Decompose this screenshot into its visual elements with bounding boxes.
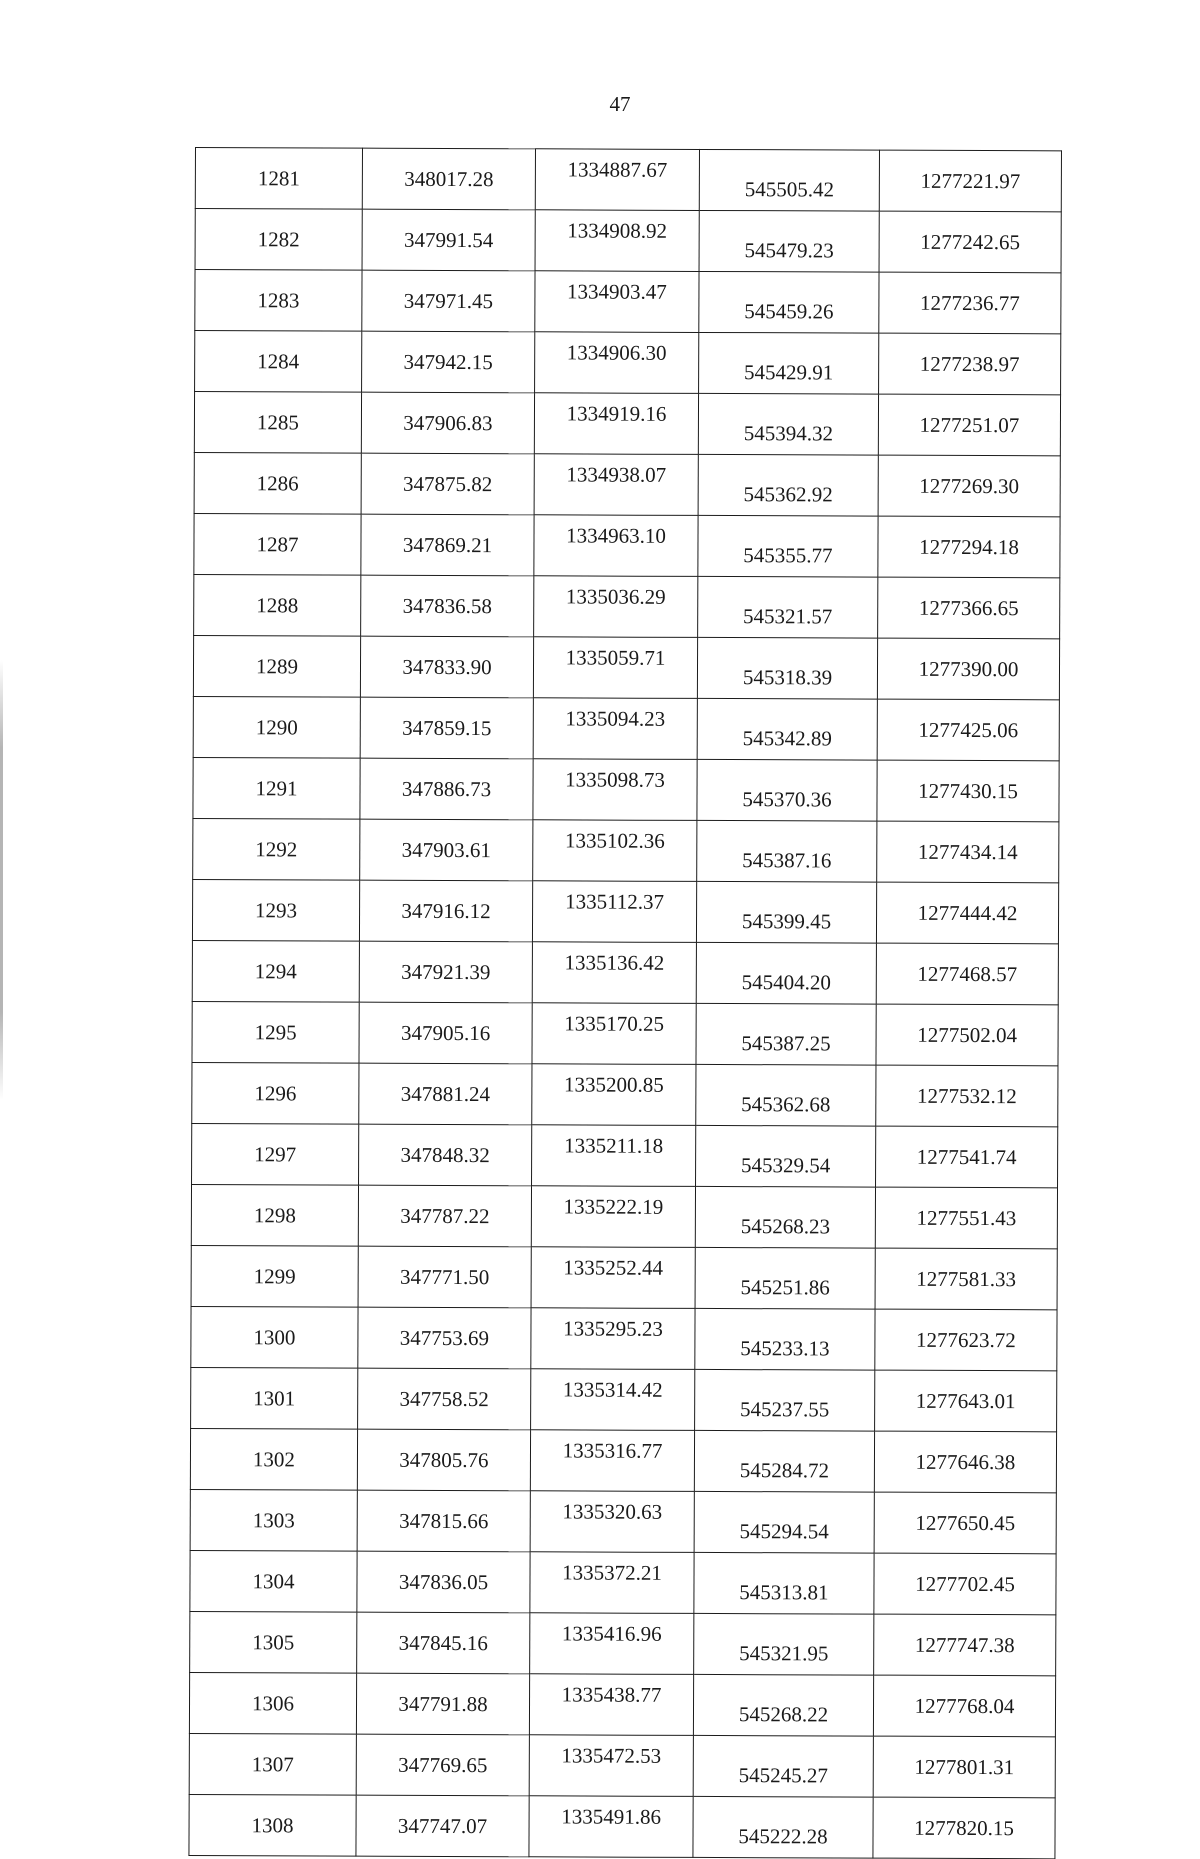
table-cell: 1284: [195, 331, 362, 393]
table-cell: 1281: [195, 148, 362, 210]
table-cell: 1287: [194, 513, 361, 575]
table-row: [192, 1001, 1058, 1065]
page-number: 47: [609, 92, 631, 116]
table-cell: 347836.58: [361, 575, 534, 637]
table-cell: 1335320.63: [530, 1491, 694, 1553]
table-cell: 347971.45: [362, 270, 535, 332]
table-row: [191, 1184, 1057, 1248]
table-cell: 1291: [193, 757, 360, 819]
table-cell: 1335222.19: [531, 1186, 695, 1248]
table-cell: 1296: [192, 1062, 359, 1124]
table-row: [189, 1672, 1055, 1736]
table-cell: 347942.15: [362, 331, 535, 393]
table-cell: 1335472.53: [529, 1735, 693, 1797]
coordinate-table-body: [189, 148, 1062, 1859]
table-row: [193, 818, 1059, 882]
table-row: [195, 148, 1061, 212]
table-row: [190, 1489, 1056, 1553]
table-cell: 347791.88: [356, 1673, 529, 1735]
table-row: [195, 331, 1061, 395]
table-cell: 1277236.77: [879, 272, 1061, 334]
table-cell: 545329.54: [696, 1125, 876, 1187]
table-cell: 1304: [190, 1550, 357, 1612]
table-row: [194, 574, 1060, 638]
table-cell: 1334906.30: [535, 332, 699, 394]
table-cell: 1277366.65: [878, 577, 1060, 639]
table-cell: 545370.36: [697, 759, 877, 821]
table-cell: 1277434.14: [877, 821, 1059, 883]
table-cell: 1335416.96: [530, 1613, 694, 1675]
table-cell: 545321.95: [694, 1613, 874, 1675]
table-cell: 1335102.36: [533, 820, 697, 882]
table-row: [193, 696, 1059, 760]
table-row: [195, 270, 1061, 334]
table-cell: 1334938.07: [534, 454, 698, 516]
table-row: [192, 879, 1058, 943]
table-cell: 1292: [193, 818, 360, 880]
table-cell: 545355.77: [698, 515, 878, 577]
table-row: [195, 209, 1061, 273]
table-cell: 1277623.72: [875, 1309, 1057, 1371]
table-cell: 1277551.43: [875, 1187, 1057, 1249]
table-cell: 1334919.16: [534, 393, 698, 455]
table-cell: 1290: [193, 696, 360, 758]
table-cell: 545404.20: [696, 942, 876, 1004]
table-row: [192, 1062, 1058, 1126]
table-cell: 1335316.77: [530, 1430, 694, 1492]
table-cell: 1334903.47: [535, 271, 699, 333]
table-cell: 347921.39: [359, 941, 532, 1003]
table-cell: 347758.52: [358, 1368, 531, 1430]
table-cell: 347886.73: [360, 758, 533, 820]
table-cell: 545342.89: [697, 698, 877, 760]
table-cell: 1293: [192, 879, 359, 941]
table-cell: 1335438.77: [529, 1674, 693, 1736]
table-cell: 545268.23: [695, 1186, 875, 1248]
table-row: [189, 1733, 1055, 1797]
coordinate-table: [188, 147, 1062, 1859]
table-cell: 1335098.73: [533, 759, 697, 821]
table-cell: 1307: [189, 1733, 356, 1795]
table-row: [194, 452, 1060, 516]
table-cell: 1277768.04: [873, 1675, 1055, 1737]
table-row: [189, 1794, 1055, 1858]
table-cell: 545459.26: [699, 271, 879, 333]
table-cell: 1335211.18: [532, 1125, 696, 1187]
table-cell: 1297: [192, 1123, 359, 1185]
table-cell: 347771.50: [358, 1246, 531, 1308]
table-cell: 545318.39: [697, 637, 877, 699]
table-cell: 347906.83: [361, 392, 534, 454]
table-cell: 545394.32: [698, 393, 878, 455]
table-cell: 1335036.29: [534, 576, 698, 638]
table-row: [191, 1245, 1057, 1309]
table-cell: 1335170.25: [532, 1003, 696, 1065]
table-cell: 1334963.10: [534, 515, 698, 577]
table-cell: 1335252.44: [531, 1247, 695, 1309]
table-cell: 545505.42: [699, 149, 879, 211]
table-row: [191, 1306, 1057, 1370]
table-cell: 1277269.30: [878, 455, 1060, 517]
table-cell: 1335059.71: [533, 637, 697, 699]
table-cell: 1334887.67: [535, 149, 699, 211]
table-cell: 1295: [192, 1001, 359, 1063]
scan-edge-mark: [0, 660, 3, 1100]
table-cell: 347859.15: [360, 697, 533, 759]
table-cell: 545233.13: [695, 1308, 875, 1370]
table-cell: 1282: [195, 209, 362, 271]
table-cell: 1277468.57: [876, 943, 1058, 1005]
table-cell: 545268.22: [693, 1674, 873, 1736]
table-cell: 1277294.18: [878, 516, 1060, 578]
table-cell: 545245.27: [693, 1735, 873, 1797]
table-cell: 1277251.07: [878, 394, 1060, 456]
table-cell: 347833.90: [360, 636, 533, 698]
table-cell: 1305: [190, 1611, 357, 1673]
table-cell: 1335491.86: [529, 1796, 693, 1858]
table-cell: 348017.28: [362, 148, 535, 210]
table-row: [190, 1428, 1056, 1492]
table-cell: 1335295.23: [531, 1308, 695, 1370]
table-row: [193, 635, 1059, 699]
table-cell: 1299: [191, 1245, 358, 1307]
table-cell: 347905.16: [359, 1002, 532, 1064]
table-cell: 1277430.15: [877, 760, 1059, 822]
table-row: [190, 1611, 1056, 1675]
table-cell: 1277390.00: [877, 638, 1059, 700]
table-row: [190, 1550, 1056, 1614]
table-cell: 1300: [191, 1306, 358, 1368]
table-cell: 545362.92: [698, 454, 878, 516]
table-cell: 347753.69: [358, 1307, 531, 1369]
table-cell: 347787.22: [358, 1185, 531, 1247]
table-cell: 1277221.97: [879, 150, 1061, 212]
table-cell: 545429.91: [699, 332, 879, 394]
table-cell: 1335136.42: [532, 942, 696, 1004]
table-cell: 1301: [191, 1367, 358, 1429]
table-cell: 1286: [194, 452, 361, 514]
table-cell: 545387.16: [697, 820, 877, 882]
table-cell: 1277643.01: [875, 1370, 1057, 1432]
table-cell: 545222.28: [693, 1796, 873, 1858]
table-cell: 1277541.74: [876, 1126, 1058, 1188]
table-cell: 1303: [190, 1489, 357, 1551]
table-cell: 1277444.42: [876, 882, 1058, 944]
table-cell: 347903.61: [360, 819, 533, 881]
table-row: [192, 940, 1058, 1004]
table-cell: 347848.32: [359, 1124, 532, 1186]
table-cell: 1277747.38: [874, 1614, 1056, 1676]
table-cell: 545251.86: [695, 1247, 875, 1309]
table-cell: 347769.65: [356, 1734, 529, 1796]
table-cell: 1277646.38: [874, 1431, 1056, 1493]
table-cell: 1298: [191, 1184, 358, 1246]
table-cell: 1335094.23: [533, 698, 697, 760]
table-cell: 347845.16: [357, 1612, 530, 1674]
table-cell: 545294.54: [694, 1491, 874, 1553]
table-cell: 1288: [194, 574, 361, 636]
table-cell: 347869.21: [361, 514, 534, 576]
table-cell: 1277238.97: [879, 333, 1061, 395]
table-cell: 1302: [190, 1428, 357, 1490]
table-row: [191, 1367, 1057, 1431]
table-row: [192, 1123, 1058, 1187]
table-cell: 1277581.33: [875, 1248, 1057, 1310]
table-row: [193, 757, 1059, 821]
table-cell: 1308: [189, 1794, 356, 1856]
table-cell: 1277702.45: [874, 1553, 1056, 1615]
table-row: [194, 392, 1060, 456]
table-cell: 1277425.06: [877, 699, 1059, 761]
table-cell: 347815.66: [357, 1490, 530, 1552]
table-cell: 545479.23: [699, 210, 879, 272]
table-cell: 545237.55: [695, 1369, 875, 1431]
table-cell: 1335112.37: [532, 881, 696, 943]
table-cell: 545321.57: [698, 576, 878, 638]
table-cell: 1277650.45: [874, 1492, 1056, 1554]
table-cell: 1335314.42: [531, 1369, 695, 1431]
table-cell: 1285: [194, 392, 361, 454]
table-cell: 1289: [193, 635, 360, 697]
table-cell: 545313.81: [694, 1552, 874, 1614]
table-cell: 1306: [189, 1672, 356, 1734]
table-row: [194, 513, 1060, 577]
table-cell: 1335200.85: [532, 1064, 696, 1126]
table-cell: 1277242.65: [879, 211, 1061, 273]
table-cell: 347805.76: [357, 1429, 530, 1491]
table-cell: 347875.82: [361, 453, 534, 515]
table-cell: 545284.72: [694, 1430, 874, 1492]
table-cell: 347836.05: [357, 1551, 530, 1613]
table-cell: 347916.12: [359, 880, 532, 942]
table-cell: 1283: [195, 270, 362, 332]
table-cell: 347881.24: [359, 1063, 532, 1125]
table-cell: 1335372.21: [530, 1552, 694, 1614]
table-cell: 347747.07: [356, 1795, 529, 1857]
table-cell: 545387.25: [696, 1003, 876, 1065]
table-cell: 1294: [192, 940, 359, 1002]
table-cell: 1277502.04: [876, 1004, 1058, 1066]
table-cell: 545399.45: [696, 881, 876, 943]
table-cell: 1277820.15: [873, 1797, 1055, 1859]
table-cell: 545362.68: [696, 1064, 876, 1126]
table-cell: 1277532.12: [876, 1065, 1058, 1127]
table-cell: 347991.54: [362, 209, 535, 271]
table-cell: 1334908.92: [535, 210, 699, 272]
table-cell: 1277801.31: [873, 1736, 1055, 1798]
